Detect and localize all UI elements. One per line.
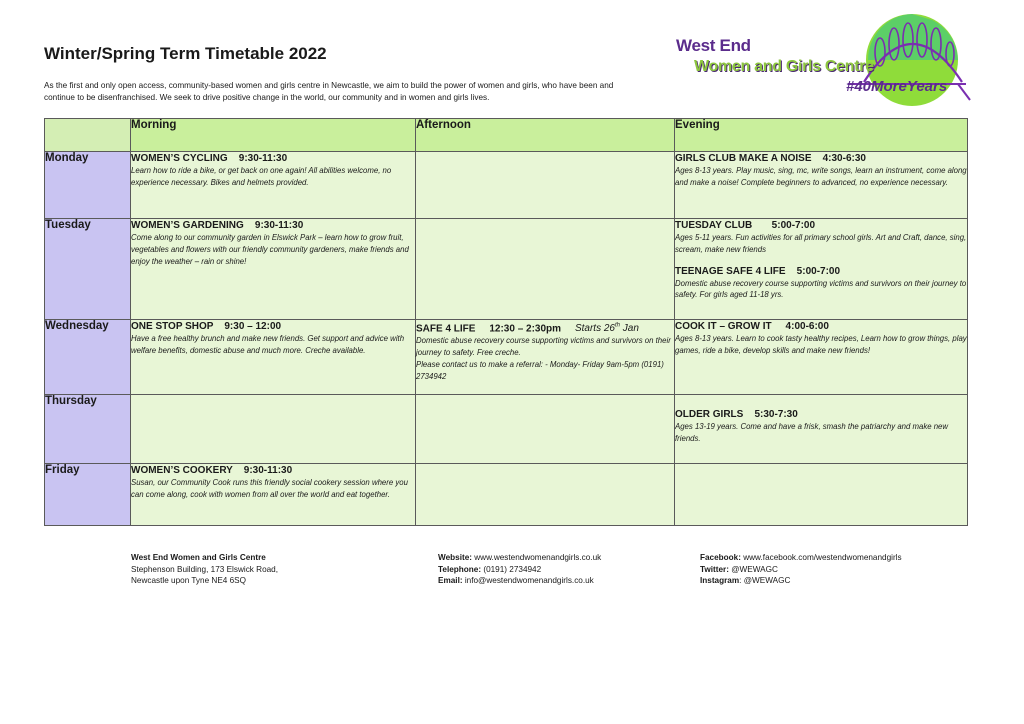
footer-twitter-label: Twitter:	[700, 564, 729, 574]
timetable-header-row	[45, 119, 968, 152]
footer-email-label: Email:	[438, 576, 463, 585]
footer-facebook-label: Facebook:	[700, 553, 741, 562]
day-label-tuesday: Tuesday	[45, 219, 131, 320]
footer-website-label: Website:	[438, 553, 472, 562]
footer-telephone-label: Telephone:	[438, 564, 482, 574]
table-row	[45, 152, 968, 219]
footer-instagram-label: Instagram	[700, 576, 740, 585]
event	[675, 320, 967, 357]
footer-email-link[interactable]: info@westendwomenandgirls.co.uk	[462, 576, 594, 585]
event	[675, 152, 967, 189]
footer-address-line1: Stephenson Building, 173 Elswick Road,	[131, 564, 279, 574]
timetable	[44, 118, 968, 526]
footer-telephone-value: (0191) 2734942	[481, 564, 542, 574]
event-title: TUESDAY CLUB 5:00-7:00	[675, 220, 816, 231]
event-title: ONE STOP SHOP 9:30 – 12:00	[131, 321, 282, 332]
cell-thursday-afternoon	[416, 395, 675, 464]
header-corner-cell	[45, 119, 131, 152]
cell-tuesday-evening	[675, 219, 968, 320]
footer-instagram	[700, 575, 902, 587]
intro-paragraph: As the first and only open access, community-based women and girls centre in Newcastle, we aim to build the power of women and girls, who have been and continue to be disenfranchised. We seek to drive positive change in the world, our community and in women and girls lives.	[44, 81, 614, 102]
event-title: GIRLS CLUB MAKE A NOISE 4:30-6:30	[675, 153, 866, 164]
cell-friday-morning	[131, 464, 416, 526]
event-description: Have a free healthy brunch and make new friends. Get support and advice with welfare benefits, domestic abuse and much more. Creche available.	[131, 334, 405, 355]
cell-tuesday-afternoon	[416, 219, 675, 320]
table-row	[45, 464, 968, 526]
cell-wednesday-evening	[675, 320, 968, 395]
cell-friday-afternoon	[416, 464, 675, 526]
event-title	[416, 320, 674, 335]
event-description: Ages 8-13 years. Learn to cook tasty healthy recipes, Learn how to grow things, play games, ride a bike, develop skills and make new friends!	[675, 334, 967, 355]
day-label-thursday: Thursday	[45, 395, 131, 464]
cell-monday-evening	[675, 152, 968, 219]
event	[131, 320, 415, 357]
logo-title-line2: Women and Girls Centre	[694, 58, 874, 75]
event-description: Ages 5-11 years. Fun activities for all primary school girls. Art and Craft, dance, sing, scream, make new friends	[675, 233, 967, 254]
event-title: OLDER GIRLS 5:30-7:30	[675, 409, 798, 420]
footer-social-block	[700, 552, 902, 587]
footer-contact-block	[438, 552, 601, 587]
day-label-monday: Monday	[45, 152, 131, 219]
page-title: Winter/Spring Term Timetable 2022	[44, 44, 327, 63]
cell-wednesday-morning	[131, 320, 416, 395]
event-description: Ages 13-19 years. Come and have a frisk, smash the patriarchy and make new friends.	[675, 422, 949, 443]
event-start-note-sup: th	[615, 323, 621, 329]
day-label-friday: Friday	[45, 464, 131, 526]
footer-telephone	[438, 564, 601, 576]
table-row	[45, 395, 968, 464]
footer-facebook	[700, 552, 902, 564]
footer-twitter	[700, 564, 902, 576]
event-description: Domestic abuse recovery course supporting victims and survivors on their journey to safety. Free creche.	[416, 336, 671, 358]
event-description: Susan, our Community Cook runs this friendly social cookery session where you can come along, cook with women from all over the world and eat together.	[131, 478, 408, 499]
footer-twitter-handle[interactable]: @WEWAGC	[728, 564, 778, 574]
event-title: WOMEN’S COOKERY 9:30-11:30	[131, 465, 293, 476]
event-title: TEENAGE SAFE 4 LIFE 5:00-7:00	[675, 265, 841, 277]
cell-friday-evening	[675, 464, 968, 526]
event-description: Come along to our community garden in Elswick Park – learn how to grow fruit, vegetables and flowers with our friendly community gardeners, make friends and enjoy the weather – rain or shine!	[131, 233, 409, 266]
logo-title-line1: West End	[676, 36, 751, 55]
event	[131, 464, 415, 501]
event	[675, 219, 967, 256]
table-row	[45, 320, 968, 395]
footer-facebook-link[interactable]: www.facebook.com/westendwomenandgirls	[740, 553, 902, 562]
day-label-wednesday: Wednesday	[45, 320, 131, 395]
footer-org-name: West End Women and Girls Centre	[131, 553, 266, 562]
event-description: Ages 8-13 years. Play music, sing, mc, write songs, learn an instrument, come along and make a noise! Complete beginners to advanced, no experience necessary.	[675, 166, 967, 187]
column-header-evening: Evening	[675, 119, 968, 152]
event	[131, 152, 415, 189]
cell-monday-morning	[131, 152, 416, 219]
cell-thursday-evening	[675, 395, 968, 464]
event-description: Domestic abuse recovery course supporting victims and survivors on their journey to safety. For girls aged 11-18 yrs.	[675, 278, 967, 300]
event-title-text: SAFE 4 LIFE 12:30 – 2:30pm	[416, 323, 562, 335]
event-title: WOMEN’S GARDENING 9:30-11:30	[131, 220, 304, 231]
cell-monday-afternoon	[416, 152, 675, 219]
event	[416, 320, 674, 383]
cell-tuesday-morning	[131, 219, 416, 320]
event-title: WOMEN’S CYCLING 9:30-11:30	[131, 153, 288, 164]
event-referral-note: Please contact us to make a referral: - Monday- Friday 9am-5pm (0191) 2734942	[416, 359, 664, 381]
event	[675, 265, 967, 302]
footer-email	[438, 575, 601, 587]
event	[131, 219, 415, 267]
footer-address-block	[131, 552, 278, 587]
centre-logo	[672, 12, 972, 112]
footer-website-link[interactable]: www.westendwomenandgirls.co.uk	[471, 553, 602, 562]
event	[675, 408, 967, 445]
cell-wednesday-afternoon	[416, 320, 675, 395]
event-start-note-month: Jan	[620, 323, 639, 335]
logo-hashtag: #40MoreYears	[846, 78, 948, 95]
column-header-morning: Morning	[131, 119, 416, 152]
event-start-note-text: Starts 26	[574, 323, 615, 335]
column-header-afternoon: Afternoon	[416, 119, 675, 152]
cell-thursday-morning	[131, 395, 416, 464]
footer-instagram-handle[interactable]: : @WEWAGC	[739, 576, 791, 585]
event-start-note	[575, 323, 639, 334]
footer-website	[438, 552, 601, 564]
event-description: Learn how to ride a bike, or get back on one again! All abilities welcome, no experience necessary. Bikes and helmets provided.	[131, 166, 392, 187]
table-row	[45, 219, 968, 320]
footer-address-line2: Newcastle upon Tyne NE4 6SQ	[131, 576, 246, 585]
event-title: COOK IT – GROW IT 4:00-6:00	[675, 321, 829, 332]
